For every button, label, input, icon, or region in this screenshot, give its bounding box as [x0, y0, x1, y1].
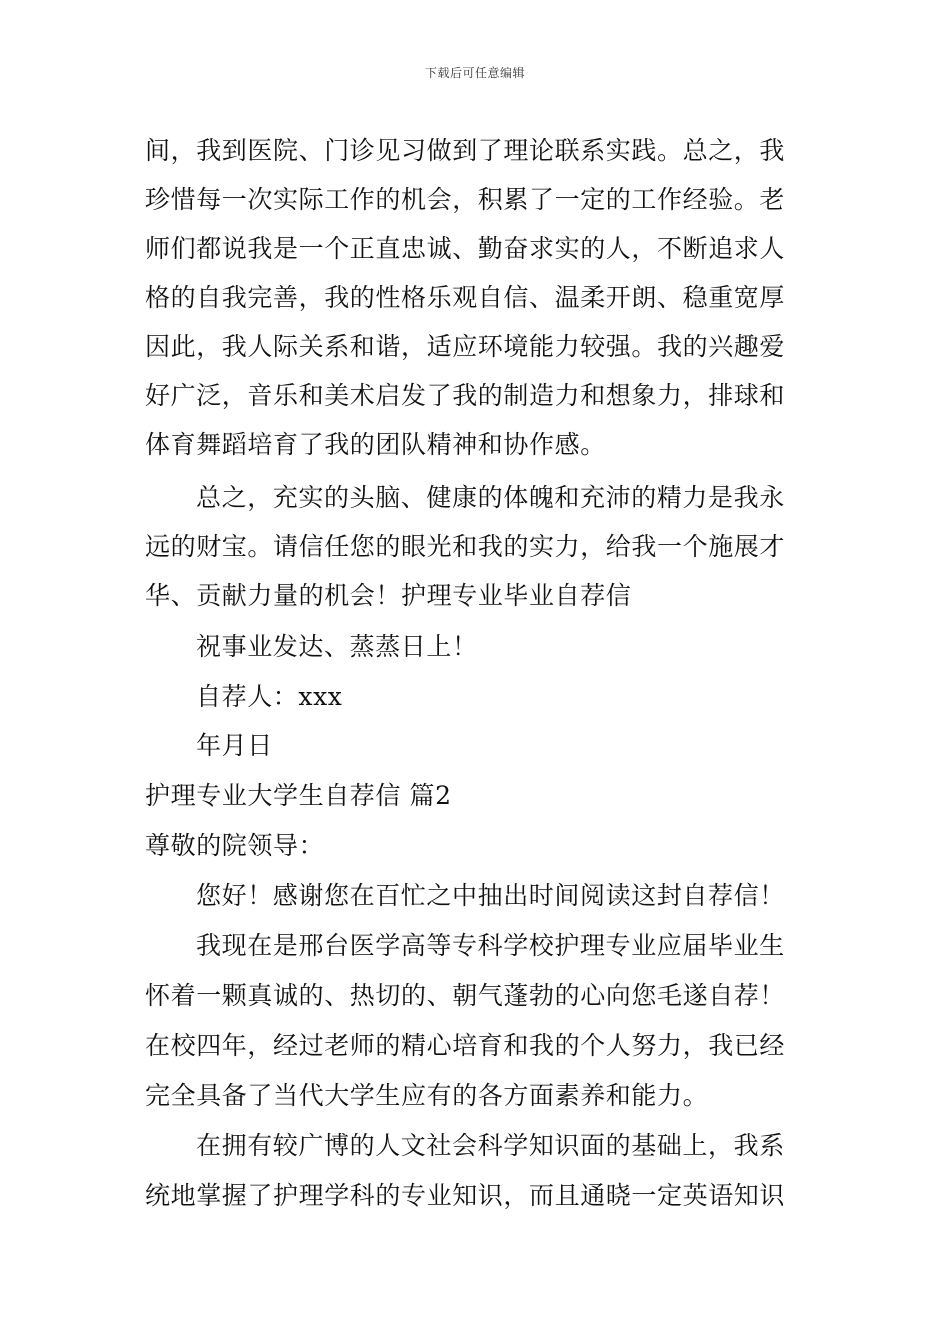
- closing-wish: 祝事业发达、蒸蒸日上！: [196, 632, 478, 661]
- body-line: 完全具备了当代大学生应有的各方面素养和能力。: [145, 1081, 709, 1110]
- body-line: 因此，我人际关系和谐，适应环境能力较强。我的兴趣爱: [145, 332, 786, 361]
- paragraph-start-line: 总之，充实的头脑、健康的体魄和充沛的精力是我永: [196, 483, 785, 512]
- body-line: 好广泛，音乐和美术启发了我的制造力和想象力，排球和: [145, 381, 786, 410]
- body-line: 体育舞蹈培育了我的团队精神和协作感。: [145, 430, 606, 459]
- salutation: 尊敬的院领导：: [145, 831, 325, 860]
- body-line: 华、贡献力量的机会！护理专业毕业自荐信: [145, 581, 632, 610]
- paragraph-start-line: 在拥有较广博的人文社会科学知识面的基础上，我系: [196, 1131, 785, 1160]
- body-line: 怀着一颗真诚的、热切的、朝气蓬勃的心向您毛遂自荐！: [145, 981, 786, 1010]
- body-line: 统地掌握了护理学科的专业知识，而且通晓一定英语知识: [145, 1181, 786, 1210]
- body-line: 珍惜每一次实际工作的机会，积累了一定的工作经验。老: [145, 185, 786, 214]
- greeting-line: 您好！感谢您在百忙之中抽出时间阅读这封自荐信！: [196, 881, 785, 910]
- body-line: 师们都说我是一个正直忠诚、勤奋求实的人，不断追求人: [145, 234, 786, 263]
- body-line: 远的财宝。请信任您的眼光和我的实力，给我一个施展才: [145, 532, 786, 561]
- date-line: 年月日: [196, 731, 273, 760]
- section-title: 护理专业大学生自荐信 篇2: [145, 781, 452, 810]
- body-line: 间，我到医院、门诊见习做到了理论联系实践。总之，我: [145, 136, 786, 165]
- page-header-note: 下载后可任意编辑: [424, 66, 525, 80]
- body-line: 在校四年，经过老师的精心培育和我的个人努力，我已经: [145, 1031, 786, 1060]
- paragraph-start-line: 我现在是邢台医学高等专科学校护理专业应届毕业生: [196, 931, 785, 960]
- signature-line: 自荐人：xxx: [196, 682, 343, 711]
- body-line: 格的自我完善，我的性格乐观自信、温柔开朗、稳重宽厚: [145, 283, 786, 312]
